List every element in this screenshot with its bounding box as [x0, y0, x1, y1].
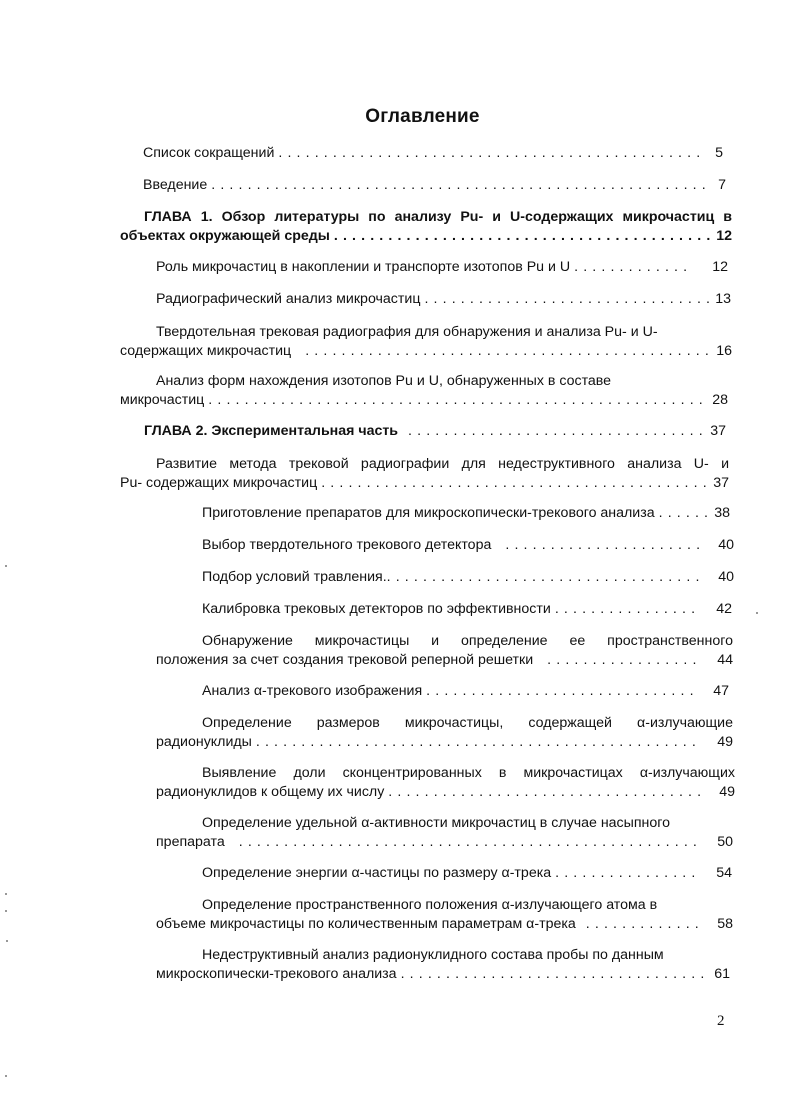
toc-page-number: 37 [710, 423, 726, 439]
dot-leader [387, 568, 702, 587]
toc-entry-text-line2: объектах окружающей среды [120, 228, 330, 244]
toc-entry-text: Определение энергии α-частицы по размеру α-трека [202, 865, 552, 881]
dot-leader [388, 783, 703, 802]
toc-page-number: 37 [713, 475, 729, 491]
toc-page-number: 16 [716, 343, 732, 359]
toc-entry-nondestructive-analysis[interactable] [156, 946, 730, 984]
toc-entry-text-line1: Определение удельной α-активности микрочастиц в случае насыпного [202, 815, 671, 831]
toc-entry-text-line1: Обнаружение микрочастицы и определение ее пространственного [202, 633, 733, 649]
toc-entry-text: Калибровка трековых детекторов по эффективности [202, 601, 551, 617]
toc-entry-text-line1: Развитие метода трековой радиографии для недеструктивного анализа U- и [156, 456, 729, 472]
toc-entry-microparticle-detection[interactable] [156, 632, 733, 670]
toc-entry-text: Приготовление препаратов для микроскопически-трекового анализа [202, 505, 655, 521]
toc-entry-sample-preparation[interactable] [202, 504, 730, 523]
toc-page-number: 49 [719, 784, 735, 800]
toc-entry-detector-selection[interactable] [202, 536, 734, 555]
toc-entry-text-line2: содержащих микрочастиц [120, 343, 292, 359]
dot-leader [586, 915, 701, 934]
dot-leader [401, 965, 710, 984]
toc-entry-isotope-forms-analysis[interactable] [120, 372, 728, 410]
toc-page-number: 40 [718, 537, 734, 553]
dot-leader [208, 391, 708, 410]
toc-entry-text-line1: Анализ форм нахождения изотопов Pu и U, обнаруженных в составе [156, 373, 612, 389]
toc-entry-etching-conditions[interactable] [202, 568, 734, 587]
toc-entry-spatial-position[interactable] [156, 896, 733, 934]
toc-page-number: 13 [715, 291, 731, 307]
toc-entry-text-line1: Определение пространственного положения α-излучающего атома в [202, 897, 658, 913]
toc-page-number: 61 [714, 966, 730, 982]
toc-entry-text: Радиографический анализ микрочастиц [156, 291, 421, 307]
toc-entry-concentrated-fraction[interactable] [156, 764, 735, 802]
toc-entry-text-line2: объеме микрочастицы по количественным параметрам α-трека [156, 916, 576, 932]
toc-page-number: 40 [718, 569, 734, 585]
toc-entry-text-line2: радионуклиды [156, 734, 252, 750]
dot-leader [424, 290, 711, 309]
toc-page-number: 12 [712, 259, 728, 275]
toc-entry-text-line1: Твердотельная трековая радиография для обнаружения и анализа Pu- и U- [156, 324, 658, 340]
toc-entry-text-line1: Определение размеров микрочастицы, содержащей α-излучающие [202, 715, 733, 731]
dot-leader [555, 600, 700, 619]
dot-leader [505, 536, 702, 555]
scan-speck [5, 565, 7, 567]
scan-speck [5, 910, 7, 912]
dot-leader [547, 651, 701, 670]
toc-entry-text-line2: Pu- содержащих микрочастиц [120, 475, 318, 491]
dot-leader [239, 833, 701, 852]
toc-page-number: 54 [716, 865, 732, 881]
dot-leader [408, 422, 706, 441]
dot-leader [321, 474, 709, 493]
dot-leader [211, 176, 706, 195]
toc-page-number: 44 [717, 652, 733, 668]
toc-page-number: 50 [717, 834, 733, 850]
toc-page-number: 49 [717, 734, 733, 750]
toc-entry-particle-size-determination[interactable] [156, 714, 733, 752]
toc-entry-text: Список сокращений [143, 145, 275, 161]
toc-entry-chapter-1[interactable] [120, 208, 732, 246]
toc-entry-text: Анализ α-трекового изображения [202, 683, 423, 699]
toc-page-number: 42 [716, 601, 732, 617]
page-title: Оглавление [365, 106, 480, 127]
toc-entry-track-radiography-development[interactable] [120, 455, 729, 493]
toc-page-number: 7 [718, 177, 726, 193]
toc-entry-text: Введение [143, 177, 208, 193]
dot-leader [334, 227, 712, 246]
scan-speck [6, 940, 8, 942]
toc-entry-text: Роль микрочастиц в накоплении и транспорте изотопов Pu и U [156, 259, 571, 275]
scan-speck [756, 612, 758, 614]
toc-entry-chapter-2[interactable] [144, 422, 726, 441]
scan-speck [5, 893, 7, 895]
toc-page-number: 47 [713, 683, 729, 699]
toc-entry-microparticles-role[interactable] [156, 258, 728, 277]
page-number: 2 [717, 1013, 725, 1029]
toc-entry-introduction[interactable] [143, 176, 726, 195]
toc-entry-text: ГЛАВА 2. Экспериментальная часть [144, 423, 399, 439]
toc-entry-text: Подбор условий травления. [202, 569, 387, 585]
toc-entry-text-line2: положения за счет создания трековой реперной решетки [156, 652, 534, 668]
toc-entry-text-line2: препарата [156, 834, 225, 850]
scan-speck [5, 1075, 7, 1077]
dot-leader [278, 144, 703, 163]
toc-entry-radiographic-analysis[interactable] [156, 290, 731, 309]
toc-entry-solid-state-track-radiography[interactable] [120, 323, 732, 361]
toc-page-number: 58 [717, 916, 733, 932]
toc-entry-text-line1: Выявление доли сконцентрированных в микрочастицах α-излучающих [202, 765, 735, 781]
toc-entry-alpha-energy[interactable] [202, 864, 732, 883]
toc-page-number: 28 [712, 392, 728, 408]
toc-entry-text-line2: микроскопически-трекового анализа [156, 966, 397, 982]
toc-page-number: 5 [715, 145, 723, 161]
dot-leader [305, 342, 712, 361]
toc-entry-detector-calibration[interactable] [202, 600, 732, 619]
dot-leader [256, 733, 701, 752]
toc-page-number: 38 [714, 505, 730, 521]
dot-leader [426, 682, 697, 701]
toc-entry-text: Выбор твердотельного трекового детектора [202, 537, 492, 553]
toc-entry-text-line2: радионуклидов к общему их числу [156, 784, 385, 800]
toc-entry-specific-activity[interactable] [156, 814, 733, 852]
toc-entry-text-line1: Недеструктивный анализ радионуклидного состава пробы по данным [202, 947, 664, 963]
dot-leader [555, 864, 700, 883]
toc-entry-alpha-track-image-analysis[interactable] [202, 682, 729, 701]
toc-entry-text-line1: ГЛАВА 1. Обзор литературы по анализу Pu- и U-содержащих микрочастиц в [144, 209, 732, 225]
dot-leader [574, 258, 688, 277]
toc-page-number: 12 [716, 228, 732, 244]
toc-entry-text-line2: микрочастиц [120, 392, 205, 408]
toc-entry-abbreviations[interactable] [143, 144, 723, 163]
dot-leader [659, 504, 710, 523]
